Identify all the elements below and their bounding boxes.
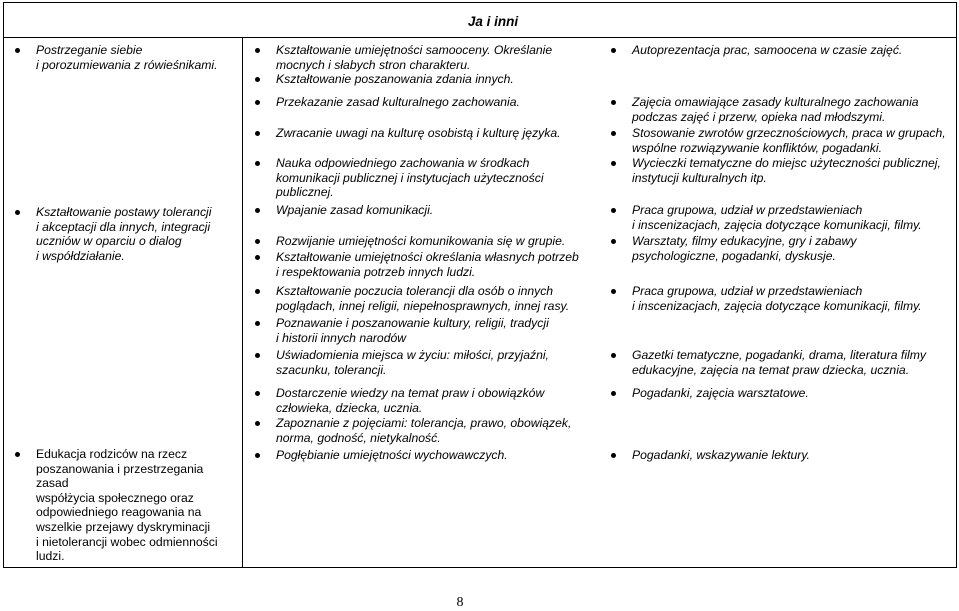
col2-list-item: [250, 43, 600, 72]
col2-list-item: [250, 156, 600, 200]
list-item-text: Dostarczenie wiedzy na temat praw i obowiązków człowieka, dziecka, ucznia.: [276, 386, 545, 415]
bullet-icon: [606, 234, 620, 248]
list-item-text: Praca grupowa, udział w przedstawieniach i inscenizacjach, zajęcia dotyczące komunikacji, filmy.: [632, 203, 922, 232]
col1-list-item: [10, 447, 238, 564]
bullet-icon: [606, 156, 620, 170]
bullet-icon: [606, 284, 620, 298]
column-divider-1: [242, 37, 243, 568]
bullet-icon: [250, 448, 264, 462]
bullet-icon: [250, 386, 264, 400]
table-header-title: Ja i inni: [467, 14, 519, 29]
list-item-text: Edukacja rodziców na rzecz poszanowania i przestrzegania zasad współżycia społecznego oraz odpowiedniego reagowania na wszelkie przejawy dyskryminacji i nietolerancji wobec odmienności ludzi.: [36, 447, 218, 564]
col3-list-item: [606, 95, 956, 124]
list-item-text: Warsztaty, filmy edukacyjne, gry i zabawy psychologiczne, pogadanki, dyskusje.: [632, 234, 857, 263]
col3-list-item: [606, 448, 956, 463]
bullet-icon: [250, 126, 264, 140]
col2-list-item: [250, 386, 600, 415]
list-item-text: Pogadanki, wskazywanie lektury.: [632, 448, 810, 462]
list-item-text: Autoprezentacja prac, samoocena w czasie zajęć.: [632, 43, 903, 57]
bullet-icon: [606, 448, 620, 462]
list-item-text: Gazetki tematyczne, pogadanki, drama, literatura filmy edukacyjne, zajęcia na temat praw dziecka, ucznia.: [632, 348, 926, 377]
list-item-text: Przekazanie zasad kulturalnego zachowania.: [276, 95, 520, 109]
page-number: 8: [456, 595, 464, 610]
col2-list-item: [250, 72, 600, 87]
table-border-bottom: [3, 567, 957, 568]
bullet-icon: [250, 284, 264, 298]
col2-list-item: [250, 126, 600, 141]
col1-list-item: [10, 43, 238, 72]
list-item-text: Wycieczki tematyczne do miejsc użyteczności publicznej, instytucji kulturalnych itp.: [632, 156, 941, 185]
col3-list-item: [606, 156, 956, 185]
bullet-icon: [250, 316, 264, 330]
col2-list-item: [250, 95, 600, 110]
list-item-text: Postrzeganie siebie i porozumiewania z rówieśnikami.: [36, 43, 218, 72]
list-item-text: Nauka odpowiedniego zachowania w środkach komunikacji publicznej i instytucjach użyteczności publicznej.: [276, 156, 544, 200]
bullet-icon: [10, 43, 24, 57]
list-item-text: Zwracanie uwagi na kulturę osobistą i kulturę języka.: [276, 126, 561, 140]
bullet-icon: [10, 205, 24, 219]
list-item-text: Kształtowanie poczucia tolerancji dla osób o innych poglądach, innej religii, niepełnosprawnych, innej rasy.: [276, 284, 570, 313]
col3-list-item: [606, 348, 956, 377]
col1-list-item: [10, 205, 238, 263]
bullet-icon: [606, 203, 620, 217]
col2-list-item: [250, 416, 600, 445]
bullet-icon: [250, 72, 264, 86]
col3-list-item: [606, 284, 956, 313]
col2-list-item: [250, 250, 600, 279]
col2-list-item: [250, 234, 600, 249]
bullet-icon: [10, 447, 24, 461]
table-border-left: [3, 2, 4, 568]
list-item-text: Poznawanie i poszanowanie kultury, religii, tradycji i historii innych narodów: [276, 316, 549, 345]
bullet-icon: [250, 203, 264, 217]
col2-list-item: [250, 348, 600, 377]
list-item-text: Stosowanie zwrotów grzecznościowych, praca w grupach, wspólne rozwiązywanie konfliktów, pogadanki.: [632, 126, 946, 155]
list-item-text: Kształtowanie umiejętności określania własnych potrzeb i respektowania potrzeb innych ludzi.: [276, 250, 579, 279]
list-item-text: Pogadanki, zajęcia warsztatowe.: [632, 386, 809, 400]
col3-list-item: [606, 203, 956, 232]
col2-list-item: [250, 284, 600, 313]
header-separator: [3, 37, 957, 38]
col2-list-item: [250, 203, 600, 218]
list-item-text: Zajęcia omawiające zasady kulturalnego zachowania podczas zajęć i przerw, opieka nad młodszymi.: [632, 95, 919, 124]
list-item-text: Wpajanie zasad komunikacji.: [276, 203, 434, 217]
col3-list-item: [606, 234, 956, 263]
list-item-text: Praca grupowa, udział w przedstawieniach i inscenizacjach, zajęcia dotyczące komunikacji, filmy.: [632, 284, 922, 313]
col2-list-item: [250, 316, 600, 345]
bullet-icon: [250, 234, 264, 248]
list-item-text: Kształtowanie poszanowania zdania innych.: [276, 72, 514, 86]
table-border-right: [956, 2, 957, 568]
table-border-top: [3, 2, 957, 3]
bullet-icon: [606, 348, 620, 362]
col3-list-item: [606, 386, 956, 401]
col3-list-item: [606, 126, 956, 155]
list-item-text: Zapoznanie z pojęciami: tolerancja, prawo, obowiązek, norma, godność, nietykalność.: [276, 416, 572, 445]
list-item-text: Uświadomienia miejsca w życiu: miłości, przyjaźni, szacunku, tolerancji.: [276, 348, 549, 377]
list-item-text: Kształtowanie postawy tolerancji i akceptacji dla innych, integracji uczniów w oparciu o dialog i współdziałanie.: [36, 205, 212, 263]
bullet-icon: [250, 156, 264, 170]
list-item-text: Rozwijanie umiejętności komunikowania się w grupie.: [276, 234, 566, 248]
bullet-icon: [606, 386, 620, 400]
bullet-icon: [606, 126, 620, 140]
list-item-text: Pogłębianie umiejętności wychowawczych.: [276, 448, 508, 462]
bullet-icon: [606, 95, 620, 109]
list-item-text: Kształtowanie umiejętności samooceny. Określanie mocnych i słabych stron charakteru.: [276, 43, 553, 72]
bullet-icon: [250, 43, 264, 57]
col3-list-item: [606, 43, 956, 58]
bullet-icon: [250, 95, 264, 109]
bullet-icon: [250, 348, 264, 362]
bullet-icon: [250, 250, 264, 264]
bullet-icon: [606, 43, 620, 57]
bullet-icon: [250, 416, 264, 430]
col2-list-item: [250, 448, 600, 463]
